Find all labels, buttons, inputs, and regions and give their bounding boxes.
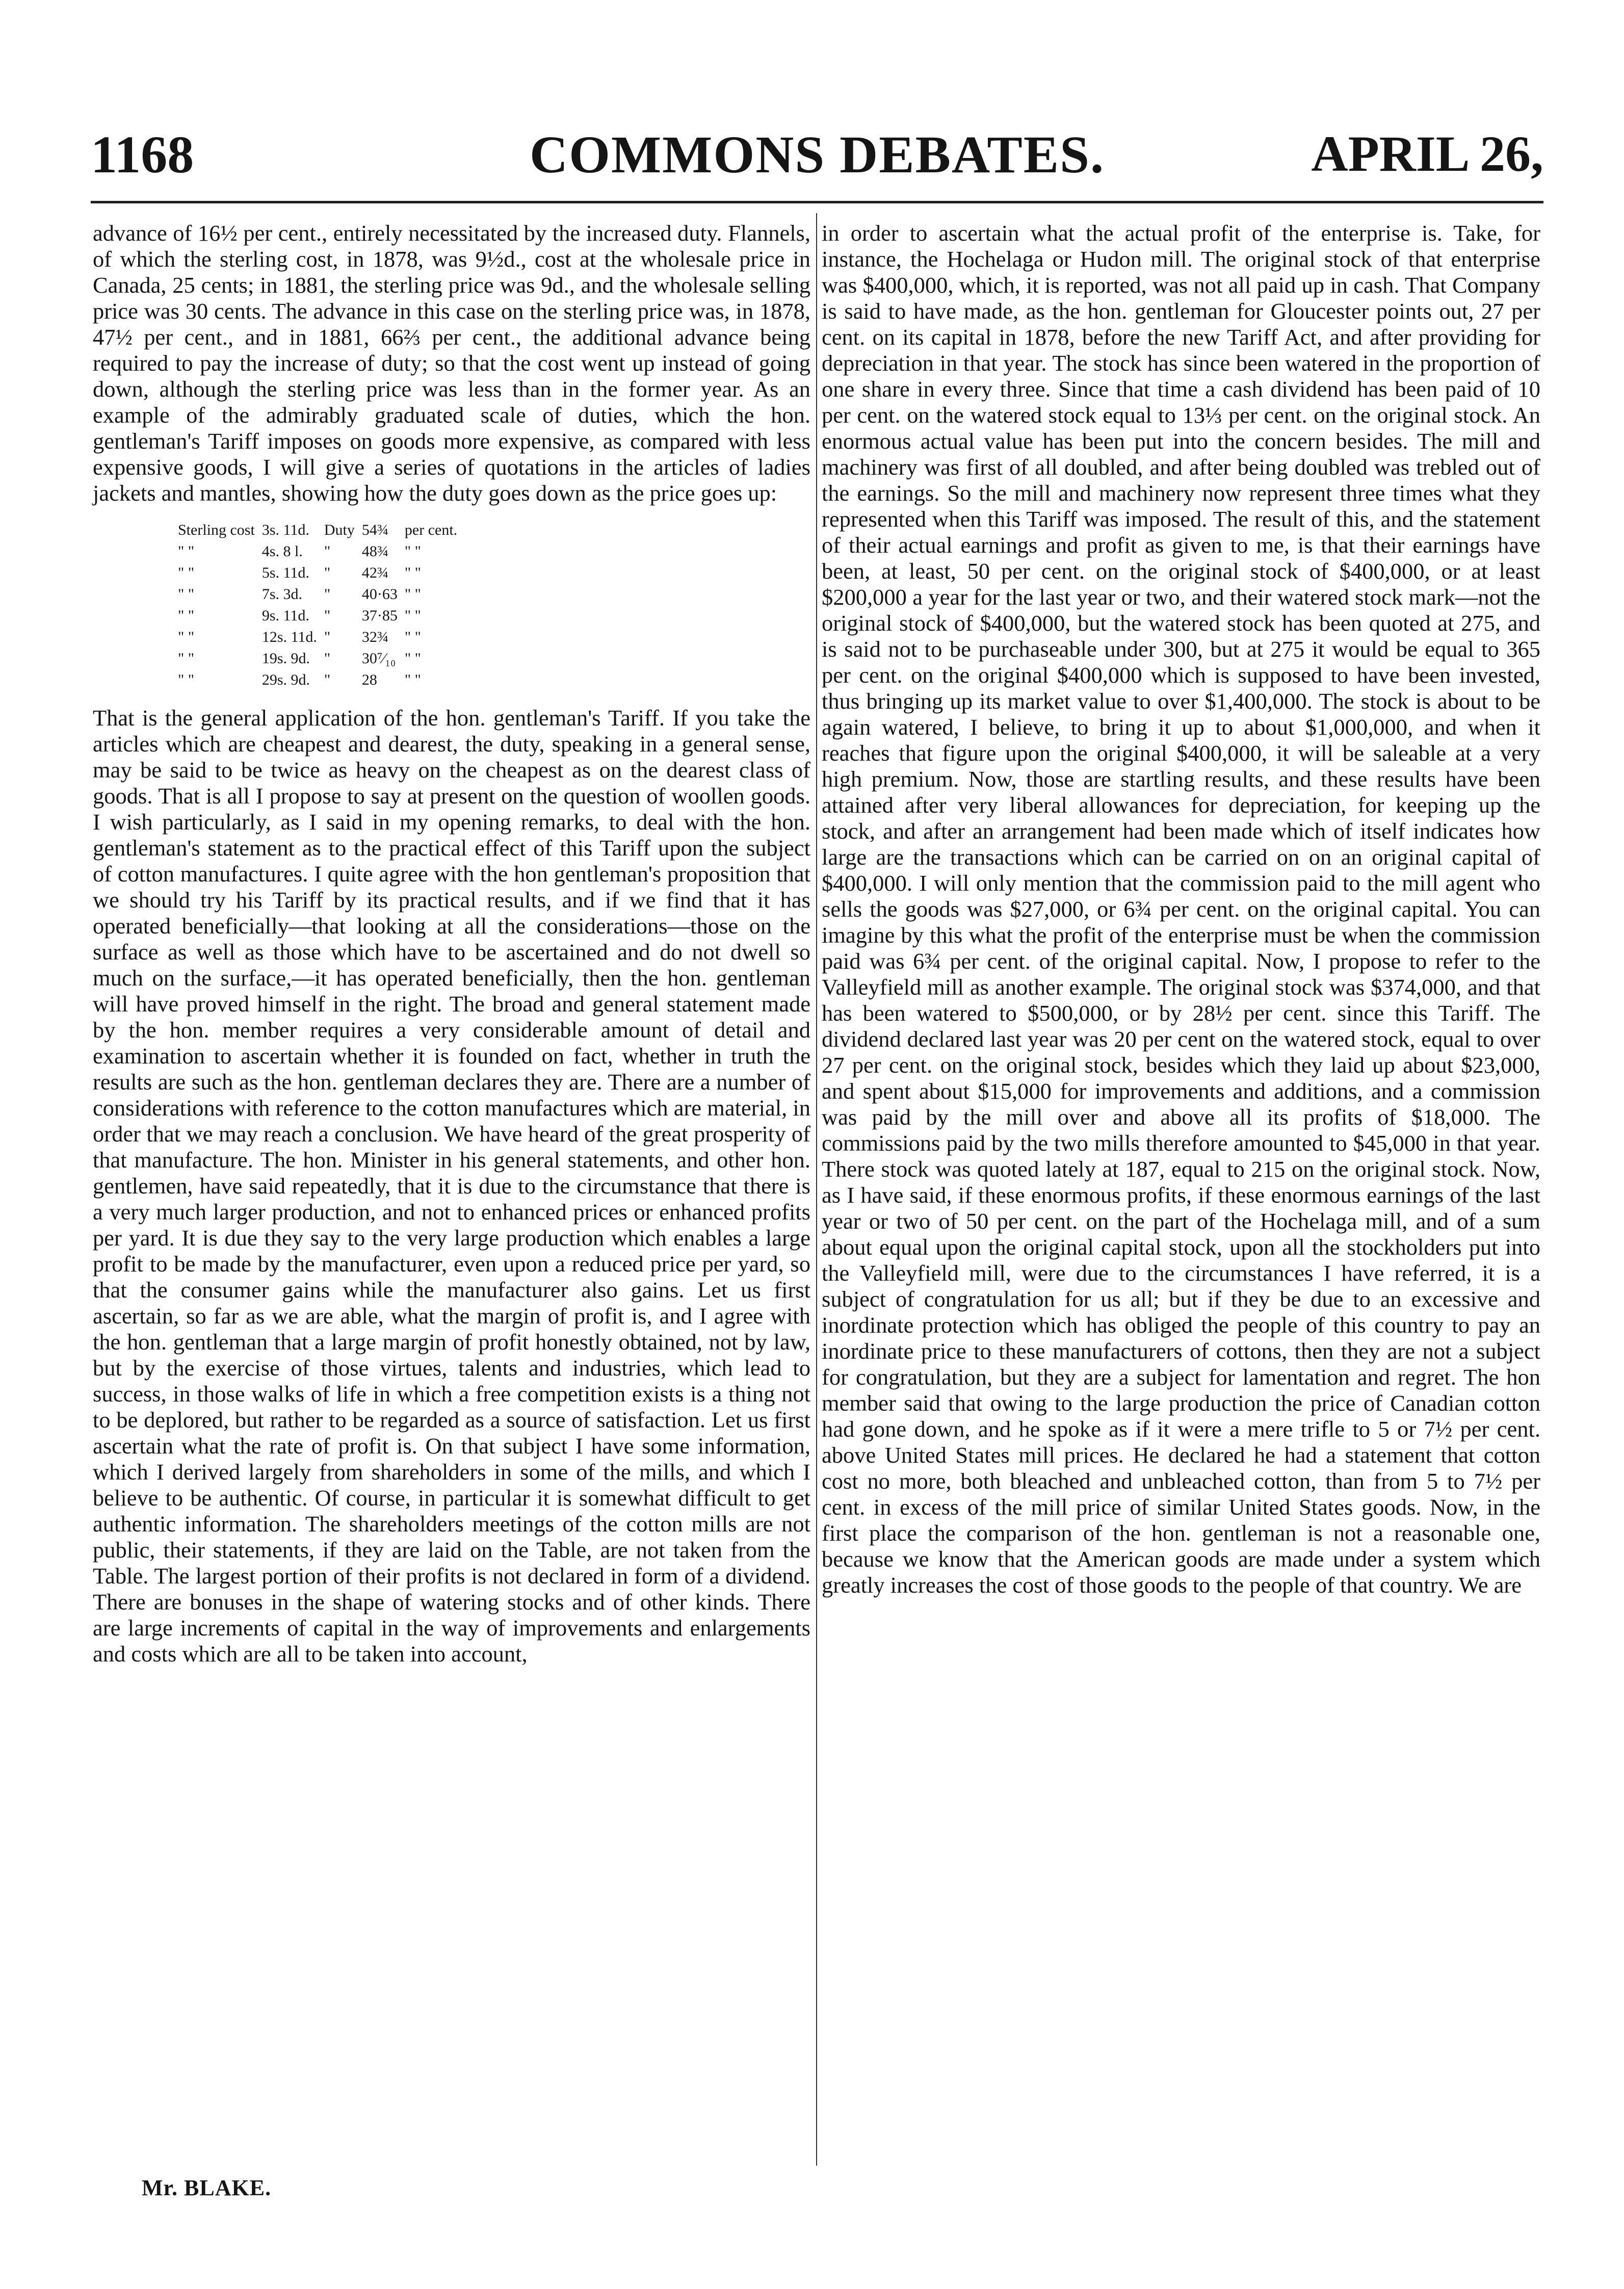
tariff-cost: 12s. 11d.: [261, 629, 317, 645]
tariff-suffix: " ": [404, 607, 421, 624]
tariff-cost: 9s. 11d.: [261, 607, 309, 624]
left-paragraph-2: That is the general application of the hon. gentleman's Tariff. If you take the articles which are cheapest and dearest, the duty, speaking in a general sense, may be said to be twice as heavy on the cheapest as on the dearest class of goods. That is all I propose to say at present on the question of woollen goods. I wish particularly, as I said in my opening remarks, to deal with the hon. gentleman's statement as to the practical effect of this Tariff upon the subject of cotton manufactures. I quite agree with the hon gentleman's proposition that we should try his Tariff by its practical results, and if we find that it has operated beneficially—that looking at all the considerations—those on the surface as well as those which have to be ascertained and do not dwell so much on the surface,—it has operated beneficially, then the hon. gentleman will have proved himself in the right. The broad and general statement made by the hon. member requires a very considerable amount of detail and examination to ascertain whether it is founded on fact, whether in truth the results are such as the hon. gentleman declares they are. There are a number of considerations with reference to the cotton manufactures which are material, in order that we may reach a conclusion. We have heard of the great prosperity of that manufacture. The hon. Minister in his general statements, and other hon. gentlemen, have said repeatedly, that it is due to the circumstance that there is a very much larger production, and not to enhanced prices or enhanced profits per yard. It is due they say to the very large production which enables a large profit to be made by the manufacturer, even upon a reduced price per yard, so that the consumer gains while the manufacturer also gains. Let us first ascertain, so far as we are able, what the margin of profit is, and I agree with the hon. gentleman that a large margin of profit honestly obtained, not by law, but by the exercise of those virtues, talents and industries, which lead to success, in those walks of life in which a free competition exists is a thing not to be deplored, but rather to be regarded as a source of satisfaction. Let us first ascertain what the rate of profit is. On that subject I have some information, which I derived largely from shareholders in some of the mills, and which I believe to be authentic. Of course, in particular it is somewhat difficult to get authentic information. The shareholders meetings of the cotton mills are not public, their statements, if they are laid on the Table, are not taken from the Table. The largest portion of their profits is not declared in form of a dividend. There are bonuses in the shape of watering stocks and of other kinds. There are large increments of capital in the way of improvements and enlargements and costs which are all to be taken into account,: [93, 705, 810, 1667]
tariff-duty-label: ": [324, 564, 331, 581]
tariff-row: [174, 541, 461, 562]
tariff-rate: 48¾: [361, 543, 389, 560]
tariff-rate: 40·63: [361, 586, 398, 603]
page-title: COMMONS DEBATES.: [530, 125, 1105, 184]
tariff-label: " ": [178, 650, 194, 667]
tariff-label: Sterling cost: [178, 522, 255, 538]
tariff-row: [174, 669, 461, 691]
tariff-suffix: " ": [404, 629, 421, 645]
tariff-label: " ": [178, 671, 194, 688]
tariff-row: [174, 584, 461, 605]
tariff-cost: 19s. 9d.: [261, 650, 310, 667]
tariff-label: " ": [178, 629, 194, 645]
tariff-duty-label: ": [324, 543, 331, 560]
tariff-cost: 5s. 11d.: [261, 564, 309, 581]
header-rule: [91, 201, 1543, 203]
left-paragraph-1: advance of 16½ per cent., entirely necessitated by the increased duty. Flannels, of which the sterling cost, in 1878, was 9½d., cost at the wholesale price in Canada, 25 cents; in 1881, the sterling price was 9d., and the wholesale selling price was 30 cents. The advance in this case on the sterling price was, in 1878, 47½ per cent., and in 1881, 66⅔ per cent., the additional advance being required to pay the increase of duty; so that the cost went up instead of going down, although the sterling price was less than in the former year. As an example of the admirably graduated scale of duties, which the hon. gentleman's Tariff imposes on goods more expensive, as compared with less expensive goods, I will give a series of quotations in the articles of ladies jackets and mantles, showing how the duty goes down as the price goes up:: [93, 220, 810, 506]
tariff-suffix: " ": [404, 586, 421, 603]
column-divider: [816, 213, 817, 2166]
tariff-cost: 7s. 3d.: [261, 586, 303, 603]
tariff-suffix: " ": [404, 543, 421, 560]
tariff-duty-label: Duty: [324, 522, 355, 538]
tariff-duty-label: ": [324, 607, 331, 624]
tariff-suffix: " ": [404, 671, 421, 688]
tariff-duty-label: ": [324, 650, 331, 667]
page-number: 1168: [91, 125, 194, 184]
tariff-rate: 30⁷⁄₁₀: [361, 650, 396, 667]
tariff-cost: 4s. 8 l.: [261, 543, 303, 560]
tariff-duty-label: ": [324, 586, 331, 603]
left-column: [93, 220, 810, 1667]
tariff-row: [174, 519, 461, 541]
tariff-row: [174, 648, 461, 669]
tariff-rate: 37·85: [361, 607, 398, 624]
tariff-suffix: " ": [404, 564, 421, 581]
tariff-rate: 54¾: [361, 522, 389, 538]
tariff-rate: 32¾: [361, 629, 389, 645]
tariff-suffix: per cent.: [404, 522, 458, 538]
page-header: [91, 124, 1543, 196]
tariff-row: [174, 562, 461, 584]
tariff-row: [174, 627, 461, 648]
tariff-suffix: " ": [404, 650, 421, 667]
tariff-cost: 29s. 9d.: [261, 671, 310, 688]
tariff-duty-label: ": [324, 629, 331, 645]
right-paragraph-1: in order to ascertain what the actual profit of the enterprise is. Take, for instance, the Hochelaga or Hudon mill. The original stock of that enterprise was $400,000, which, it is reported, was not all paid up in cash. That Company is said to have made, as the hon. gentleman for Gloucester points out, 27 per cent. on its capital in 1878, before the new Tariff Act, and after providing for depreciation in that year. The stock has since been watered in the proportion of one share in every three. Since that time a cash dividend has been paid of 10 per cent. on the watered stock equal to 13⅓ per cent. on the original stock. An enormous actual value has been put into the concern besides. The mill and machinery was first of all doubled, and after being doubled was trebled out of the earnings. So the mill and machinery now represent three times what they represented when this Tariff was imposed. The result of this, and the statement of their actual earnings and profit as given to me, is that their earnings have been, at least, 50 per cent. on the original stock of $400,000, or at least $200,000 a year for the last year or two, and their watered stock mark—not the original stock of $400,000, but the watered stock has been quoted at 275, and is said not to be purchaseable under 300, but at 275 it would be equal to 365 per cent. on the original $400,000 which is supposed to have been invested, thus bringing up its market value to over $1,400,000. The stock is about to be again watered, I believe, to bring it up to about $1,000,000, and when it reaches that figure upon the original $400,000, it will be saleable at a very high premium. Now, those are startling results, and these results have been attained after very liberal allowances for depreciation, for keeping up the stock, and after an arrangement had been made which of itself indicates how large are the transactions which can be carried on on an original capital of $400,000. I will only mention that the commission paid to the mill agent who sells the goods was $27,000, or 6¾ per cent. on the original capital. You can imagine by this what the profit of the enterprise must be when the commission paid was 6¾ per cent. of the original capital. Now, I propose to refer to the Valleyfield mill as another example. The original stock was $374,000, and that has been watered to $500,000, or by 28½ per cent. since this Tariff. The dividend declared last year was 20 per cent on the watered stock, equal to over 27 per cent. on the original stock, besides which they laid up about $23,000, and spent about $15,000 for improvements and additions, and a commission was paid by the mill over and above all its profits of $18,000. The commissions paid by the two mills therefore amounted to $45,000 in that year. There stock was quoted lately at 187, equal to 215 on the original stock. Now, as I have said, if these enormous profits, if these enormous earnings of the last year or two of 50 per cent. on the part of the Hochelaga mill, and of a sum about equal upon the original capital stock, upon all the stockholders put into the Valleyfield mill, were due to the circumstances I have referred, it is a subject of congratulation for us all; but if they be due to an excessive and inordinate protection which has obliged the people of this country to pay an inordinate price to these manufacturers of cottons, then they are not a subject for congratulation, but they are a subject for lamentation and regret. The hon member said that owing to the large production the price of Canadian cotton had gone down, and he spoke as if it were a mere trifle to 5 or 7½ per cent. above United States mill prices. He declared he had a statement that cotton cost no more, both bleached and unbleached cotton, than from 5 to 7½ per cent. in excess of the mill price of similar United States goods. Now, in the first place the comparison of the hon. gentleman is not a reasonable one, because we know that the American goods are made under a system which greatly increases the cost of those goods to the people of that country. We are: [822, 220, 1540, 1598]
tariff-rate: 42¾: [361, 564, 389, 581]
right-column: [822, 220, 1540, 1598]
speaker-footer: Mr. BLAKE.: [142, 2175, 272, 2200]
tariff-label: " ": [178, 564, 194, 581]
tariff-row: [174, 605, 461, 627]
tariff-label: " ": [178, 607, 194, 624]
tariff-label: " ": [178, 586, 194, 603]
tariff-duty-label: ": [324, 671, 331, 688]
tariff-cost: 3s. 11d.: [261, 522, 309, 538]
tariff-table: [174, 519, 461, 691]
page-date: APRIL 26,: [1311, 125, 1543, 182]
tariff-rate: 28: [361, 671, 377, 688]
tariff-label: " ": [178, 543, 194, 560]
